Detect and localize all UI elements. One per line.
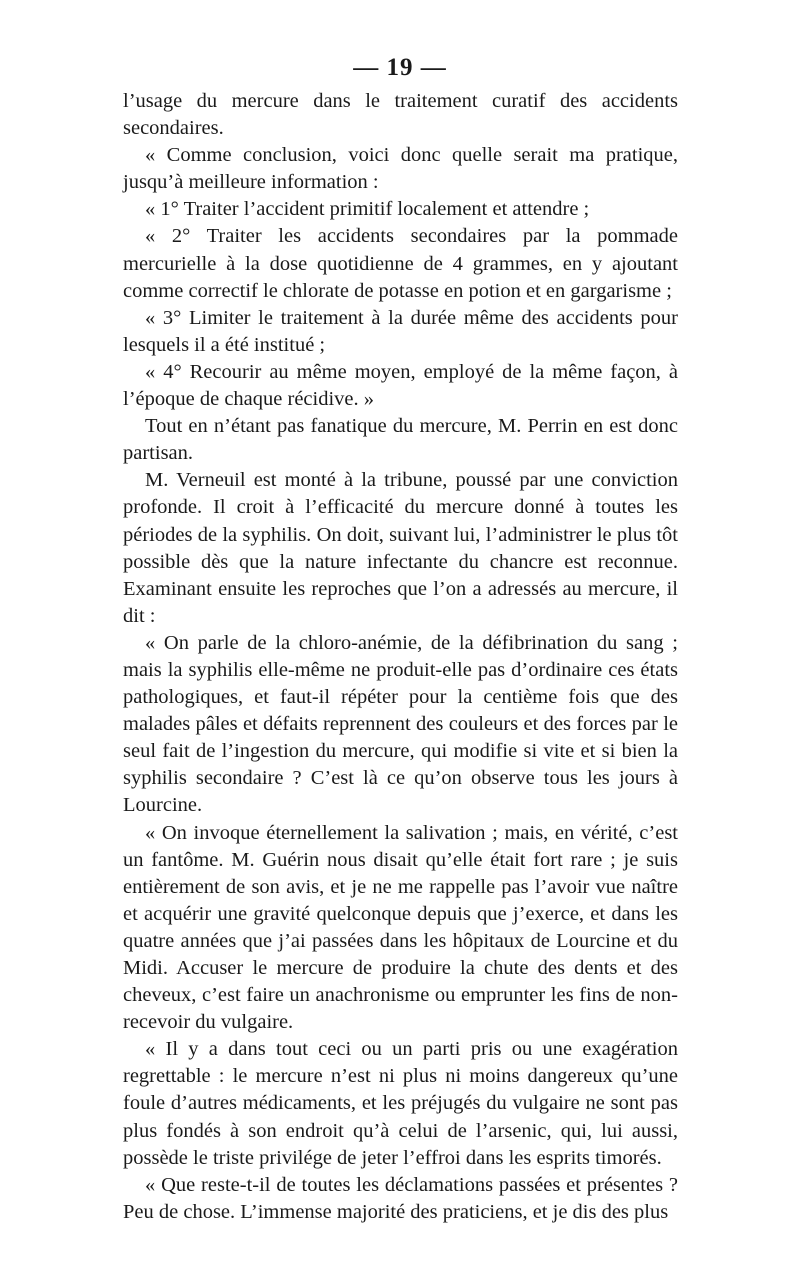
paragraph: « On invoque éternellement la salivation ; mais, en vérité, c’est un fantôme. M. Guérin nous disait qu’elle était fort rare ; je suis entièrement de son avis, et je ne me rappelle pas l’avoir vue naître et acquérir une gravité quelconque depuis que j’exerce, et dans les quatre années que j’ai passées dans les hôpitaux de Lourcine et du Midi. Accuser le mercure de produire la chute des dents et des cheveux, c’est faire un anachronisme ou emprunter les fins de non-recevoir du vulgaire. [123, 821, 678, 1034]
paragraph: « 1° Traiter l’accident primitif localement et attendre ; [145, 198, 590, 221]
paragraph: « 4° Recourir au même moyen, employé de la même façon, à l’époque de chaque récidive. » [123, 360, 678, 411]
paragraph: l’usage du mercure dans le traitement curatif des accidents secondaires. [123, 90, 678, 140]
paragraph: « Que reste-t-il de toutes les déclamations passées et présentes ? Peu de chose. L’immense majorité des praticiens, et je dis des plus [123, 1173, 678, 1223]
paragraph: Tout en n’étant pas fanatique du mercure, M. Perrin en est donc partisan. [123, 415, 678, 465]
body-text [123, 88, 678, 1226]
page-number: — 19 — [353, 54, 447, 81]
paragraph: « Il y a dans tout ceci ou un parti pris ou une exagération regrettable : le mercure n’est ni plus ni moins dangereux qu’une foule d’autres médicaments, et les préjugés du vulgaire ne sont pas plus fondés à son endroit qu’à celui de l’arsenic, qui, lui aussi, possède le triste privilége de jeter l’effroi dans les esprits timorés. [123, 1038, 678, 1169]
paragraph: M. Verneuil est monté à la tribune, poussé par une conviction profonde. Il croit à l’efficacité du mercure donné à toutes les périodes de la syphilis. On doit, suivant lui, l’administrer le plus tôt possible dès que la nature infectante du chancre est reconnue. Examinant ensuite les reproches que l’on a adressés au mercure, il dit : [123, 469, 678, 627]
paragraph: « Comme conclusion, voici donc quelle serait ma pratique, jusqu’à meilleure information : [123, 144, 678, 194]
paragraph: « On parle de la chloro-anémie, de la défibrination du sang ; mais la syphilis elle-même ne produit-elle pas d’ordinaire ces états pathologiques, et faut-il répéter pour la centième fois que des malades pâles et défaits reprennent des couleurs et des forces par le seul fait de l’ingestion du mercure, qui modifie si vite et si bien la syphilis secondaire ? C’est là ce qu’on observe tous les jours à Lourcine. [123, 631, 678, 817]
paragraph: « 2° Traiter les accidents secondaires par la pommade mercurielle à la dose quotidienne de 4 grammes, en y ajoutant comme correctif le chlorate de potasse en potion et en gargarisme ; [123, 225, 678, 302]
paragraph: « 3° Limiter le traitement à la durée même des accidents pour lesquels il a été institué ; [123, 306, 678, 356]
